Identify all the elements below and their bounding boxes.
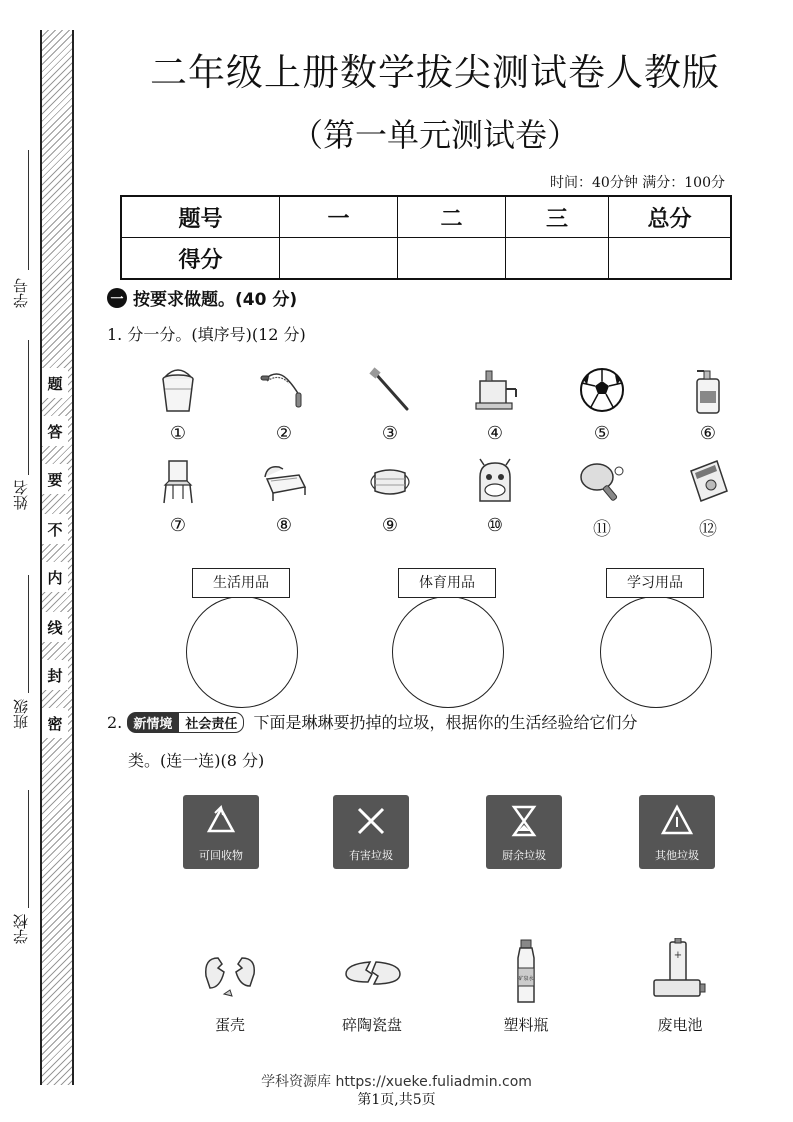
seal-word: 不	[42, 514, 68, 544]
score-input-cell[interactable]	[280, 238, 398, 280]
item-toothbrush	[360, 365, 420, 455]
item-number: ⑨	[381, 515, 399, 536]
bin-kitchen-waste[interactable]	[486, 795, 562, 869]
item-number: ⑩	[486, 515, 504, 536]
jump-rope-icon	[259, 365, 309, 415]
soccer-ball-icon	[577, 365, 627, 415]
score-header-cell: 二	[398, 196, 506, 238]
battery-icon	[650, 938, 710, 1008]
eggshell-icon	[200, 938, 260, 1008]
pencil-sharpener-icon	[470, 365, 520, 415]
school-field[interactable]	[6, 790, 30, 955]
item-bucket	[148, 365, 208, 455]
exam-meta: 时间：40分钟 满分：100分	[550, 175, 725, 191]
student-id-label: 学号	[12, 278, 30, 308]
seal-word: 要	[42, 464, 68, 494]
class-field[interactable]	[6, 575, 30, 740]
school-line	[28, 790, 29, 908]
bucket-icon	[153, 365, 203, 415]
storybook-icon	[683, 457, 733, 507]
item-chair	[148, 457, 208, 547]
question-2-text	[107, 710, 777, 733]
trash-plastic-bottle[interactable]	[476, 938, 576, 1038]
bin-label: 厨余垃圾	[502, 849, 546, 862]
name-field[interactable]	[6, 340, 30, 530]
trash-label: 蛋壳	[214, 1016, 245, 1034]
item-number: ⑥	[699, 423, 717, 444]
category-circle[interactable]	[186, 596, 298, 708]
class-line	[28, 575, 29, 693]
hourglass-icon	[504, 803, 544, 843]
hand-soap-icon	[683, 365, 733, 415]
score-header-cell: 总分	[609, 196, 732, 238]
school-label: 学校	[12, 914, 30, 944]
class-label: 班级	[12, 699, 30, 729]
item-hand-soap	[678, 365, 738, 455]
section-heading	[107, 285, 297, 310]
item-number: ①	[169, 423, 187, 444]
item-storybook	[678, 457, 738, 547]
bin-other-waste[interactable]	[639, 795, 715, 869]
score-input-cell[interactable]	[609, 238, 732, 280]
hazard-x-icon	[351, 803, 391, 843]
item-ping-pong-paddle	[572, 457, 632, 547]
score-table	[120, 195, 732, 280]
plastic-bottle-icon	[496, 938, 556, 1008]
item-number: ⑪	[593, 519, 611, 540]
score-input-cell[interactable]	[398, 238, 506, 280]
seal-word: 答	[42, 416, 68, 446]
item-sharpener	[465, 365, 525, 455]
trash-eggshell[interactable]	[180, 938, 280, 1038]
seal-word: 题	[42, 368, 68, 398]
broken-plate-icon	[342, 938, 402, 1008]
trash-label: 废电池	[657, 1016, 703, 1034]
item-number: ⑫	[699, 519, 717, 540]
bin-label: 可回收物	[199, 849, 243, 862]
category-label: 学习用品	[606, 568, 704, 598]
recycle-icon	[201, 803, 241, 843]
schoolbag-icon	[470, 457, 520, 507]
trash-broken-plate[interactable]	[322, 938, 422, 1038]
triangle-arrows-icon	[657, 803, 697, 843]
item-number: ②	[275, 423, 293, 444]
category-label: 体育用品	[398, 568, 496, 598]
face-mask-icon	[365, 457, 415, 507]
item-schoolbag	[465, 457, 525, 547]
seal-word: 密	[42, 708, 68, 738]
score-table-header-row	[121, 196, 731, 238]
page-title: 二年级上册数学拔尖测试卷人教版	[150, 51, 720, 94]
seal-word: 封	[42, 660, 68, 690]
section-number-badge: 一	[107, 288, 127, 308]
new-situation-tag: 新情境	[127, 712, 178, 733]
toothbrush-icon	[365, 365, 415, 415]
bin-hazardous[interactable]	[333, 795, 409, 869]
trash-label: 塑料瓶	[503, 1016, 549, 1034]
bin-recyclable[interactable]	[183, 795, 259, 869]
category-daily-goods[interactable]	[186, 568, 298, 708]
social-responsibility-tag: 社会责任	[178, 712, 244, 733]
score-table-score-row	[121, 238, 731, 280]
score-input-cell[interactable]	[506, 238, 609, 280]
name-line	[28, 340, 29, 475]
name-label: 姓名	[12, 480, 30, 510]
trash-label: 碎陶瓷盘	[341, 1016, 402, 1034]
question-number: 2.	[107, 713, 123, 732]
score-row-label: 得分	[121, 238, 280, 280]
bottle-label: 矿泉水	[518, 976, 534, 982]
category-sports-goods[interactable]	[392, 568, 504, 708]
seal-word: 内	[42, 562, 68, 592]
question-2-line2: 类。(连一连)(8 分)	[128, 751, 265, 770]
source-watermark: 学科资源库 https://xueke.fuliadmin.com	[261, 1074, 532, 1090]
score-header-cell: 题号	[121, 196, 280, 238]
bin-label: 有害垃圾	[349, 849, 393, 862]
page-number: 第1页,共5页	[357, 1092, 436, 1108]
item-number: ⑤	[593, 423, 611, 444]
trash-used-battery[interactable]	[630, 938, 730, 1038]
category-study-goods[interactable]	[600, 568, 712, 708]
score-header-cell: 三	[506, 196, 609, 238]
category-circle[interactable]	[392, 596, 504, 708]
score-header-cell: 一	[280, 196, 398, 238]
section-title: 按要求做题。(40 分)	[133, 290, 298, 310]
page-subtitle: （第一单元测试卷）	[290, 116, 579, 154]
student-id-field[interactable]	[6, 150, 30, 320]
question-2-line1: 下面是琳琳要扔掉的垃圾，根据你的生活经验给它们分	[253, 713, 638, 732]
bed-icon	[259, 457, 309, 507]
item-soccer-ball	[572, 365, 632, 455]
student-id-line	[28, 150, 29, 270]
question-1-text: 1. 分一分。(填序号)(12 分)	[107, 325, 306, 344]
svg-text:+: +	[673, 950, 683, 961]
item-number: ④	[486, 423, 504, 444]
bin-label: 其他垃圾	[655, 849, 699, 862]
ping-pong-paddle-icon	[577, 457, 627, 507]
item-number: ⑧	[275, 515, 293, 536]
chair-icon	[153, 457, 203, 507]
item-jump-rope	[254, 365, 314, 455]
item-number: ⑦	[169, 515, 187, 536]
category-label: 生活用品	[192, 568, 290, 598]
item-bed	[254, 457, 314, 547]
item-face-mask	[360, 457, 420, 547]
item-number: ③	[381, 423, 399, 444]
binding-strip	[40, 30, 74, 1085]
seal-word: 线	[42, 612, 68, 642]
category-circle[interactable]	[600, 596, 712, 708]
